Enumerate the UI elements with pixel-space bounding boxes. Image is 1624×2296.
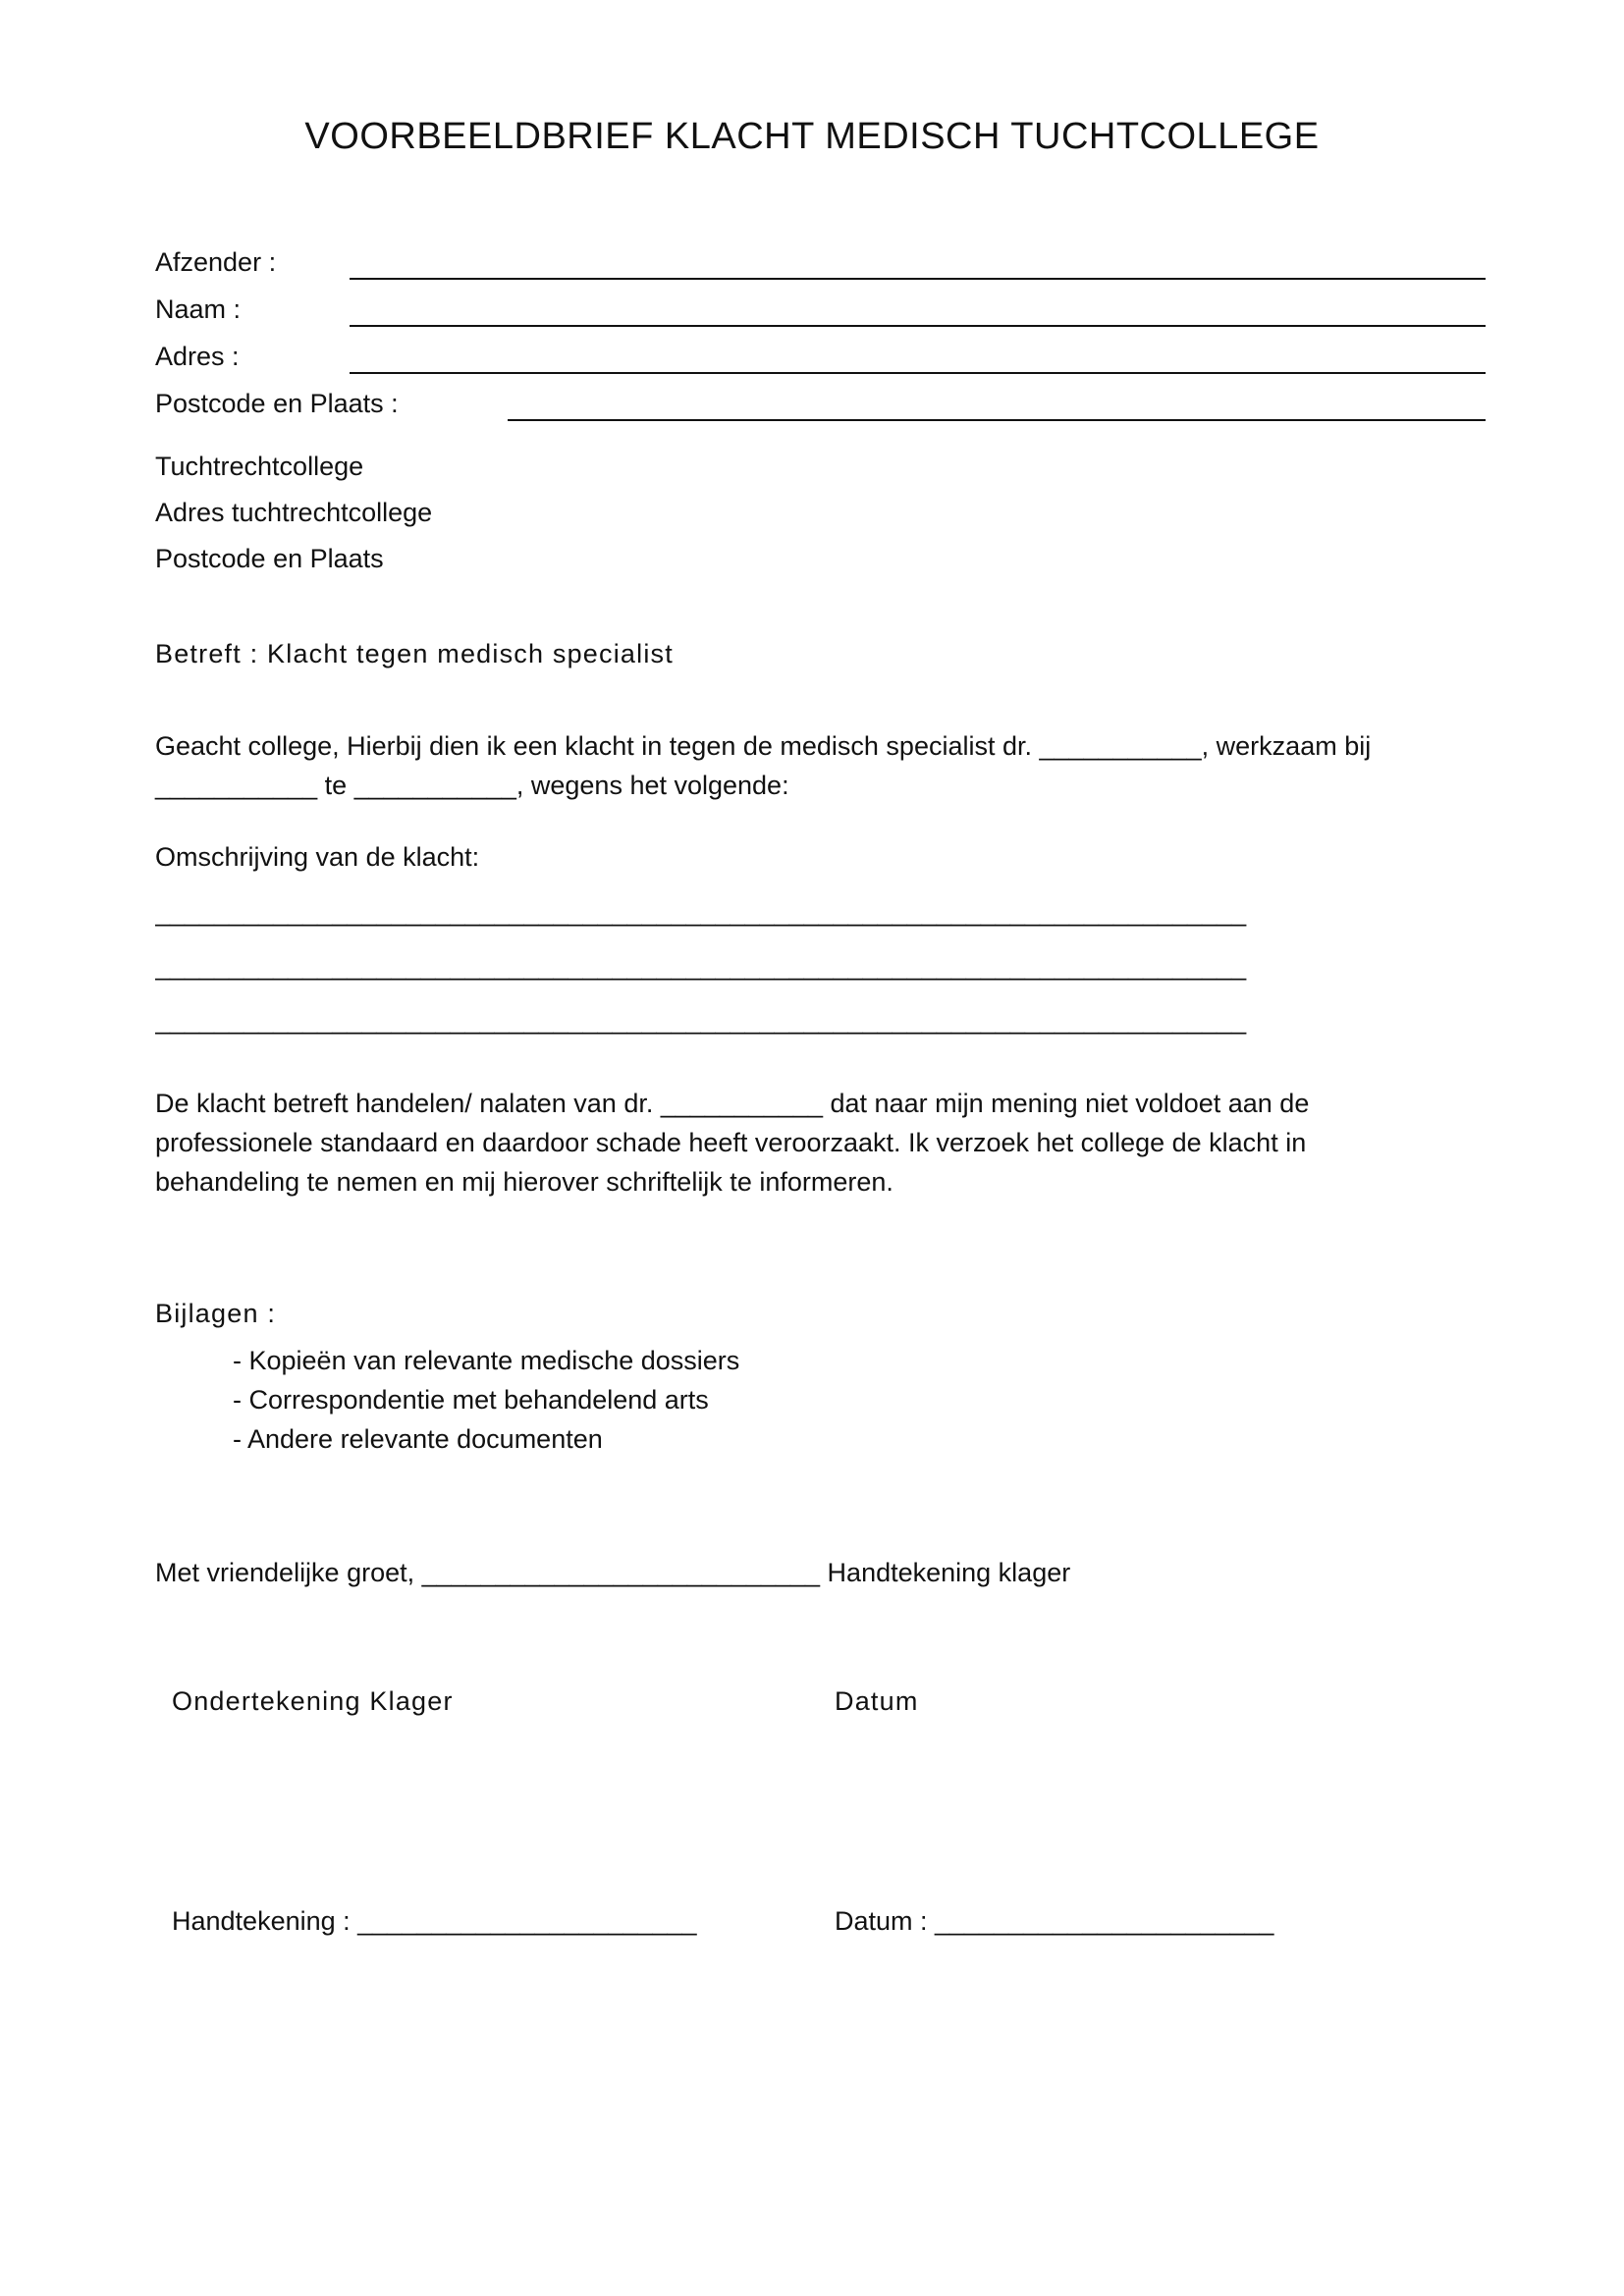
adres-label: Adres :	[155, 342, 240, 371]
attachments-label: Bijlagen :	[155, 1299, 277, 1328]
signature-heading: Ondertekening Klager	[172, 1686, 454, 1716]
naam-field-line[interactable]	[350, 325, 1486, 327]
attachment-item: - Correspondentie met behandelend arts	[233, 1385, 709, 1415]
intro-line-1: Geacht college, Hierbij dien ik een klacht in tegen de medisch specialist dr. ___________, werkzaam bij	[155, 731, 1372, 761]
date-heading: Datum	[835, 1686, 919, 1716]
postcode-label: Postcode en Plaats :	[155, 389, 399, 418]
attachment-item: - Kopieën van relevante medische dossiers	[233, 1346, 740, 1375]
document-title: VOORBEELDBRIEF KLACHT MEDISCH TUCHTCOLLEGE	[304, 116, 1320, 157]
recipient-postcode: Postcode en Plaats	[155, 544, 384, 573]
description-blank-line-1[interactable]: __________________________________________________________________________	[155, 897, 1247, 927]
postcode-field-line[interactable]	[508, 419, 1486, 421]
subject-line: Betreft : Klacht tegen medisch specialist	[155, 639, 674, 668]
afzender-label: Afzender :	[155, 247, 277, 277]
description-label: Omschrijving van de klacht:	[155, 842, 480, 872]
intro-line-2: ___________ te ___________, wegens het volgende:	[155, 771, 789, 800]
date-field[interactable]: Datum : _______________________	[835, 1906, 1274, 1936]
closing-line: Met vriendelijke groet, ___________________________ Handtekening klager	[155, 1558, 1071, 1587]
recipient-address: Adres tuchtrechtcollege	[155, 498, 433, 527]
body-line-3: behandeling te nemen en mij hierover schriftelijk te informeren.	[155, 1167, 893, 1197]
description-blank-line-2[interactable]: __________________________________________________________________________	[155, 951, 1247, 981]
attachment-item: - Andere relevante documenten	[233, 1424, 603, 1454]
afzender-field-line[interactable]	[350, 278, 1486, 280]
naam-label: Naam :	[155, 294, 242, 324]
body-line-1: De klacht betreft handelen/ nalaten van dr. ___________ dat naar mijn mening niet voldoet aan de	[155, 1089, 1310, 1118]
adres-field-line[interactable]	[350, 372, 1486, 374]
recipient-name: Tuchtrechtcollege	[155, 452, 364, 481]
signature-field[interactable]: Handtekening : _______________________	[172, 1906, 697, 1936]
description-blank-line-3[interactable]: __________________________________________________________________________	[155, 1005, 1247, 1035]
body-line-2: professionele standaard en daardoor schade heeft veroorzaakt. Ik verzoek het college de klacht in	[155, 1128, 1307, 1157]
